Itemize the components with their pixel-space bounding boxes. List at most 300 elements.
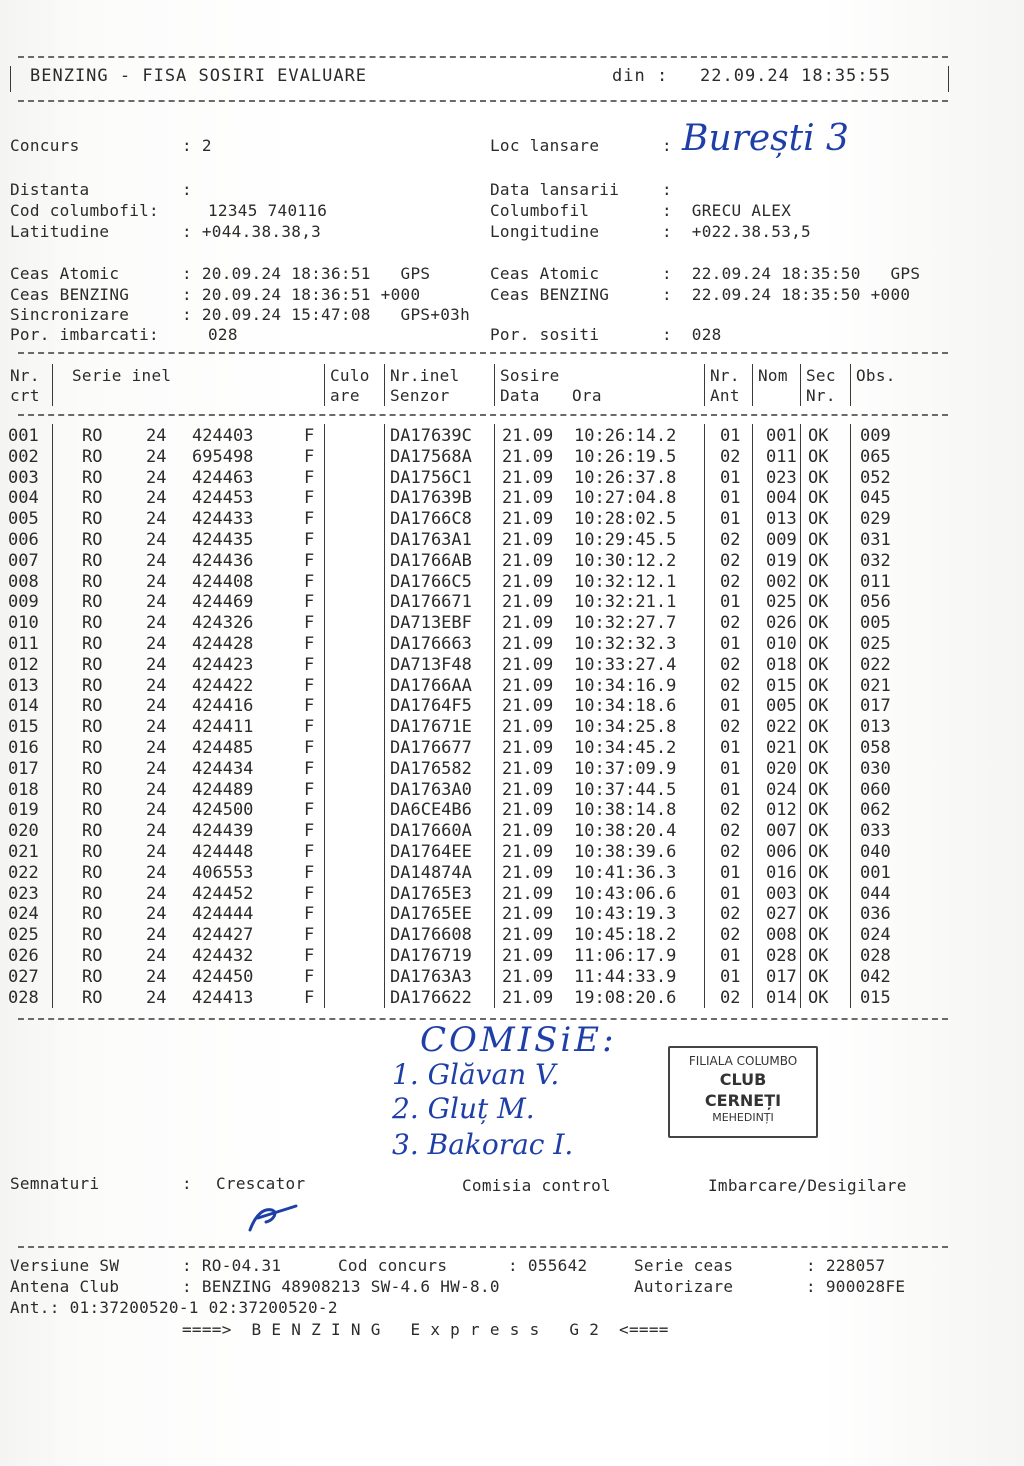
- latitudine-value: : +044.38.38,3: [182, 222, 322, 241]
- longitudine-value: : +022.38.53,5: [662, 222, 811, 241]
- col-nr-inel: Nr.inel: [390, 366, 460, 385]
- row-antenna: 01: [720, 509, 741, 530]
- row-sec-status: OK: [808, 696, 829, 717]
- por-sositi-label: Por. sositi: [490, 325, 600, 344]
- row-ring-number: 424432: [192, 946, 254, 966]
- frame-left: [10, 66, 11, 92]
- por-imbarcati-value: 028: [208, 325, 238, 344]
- row-sex: F: [304, 987, 315, 1008]
- col-separator: [800, 364, 801, 406]
- row-antenna: 02: [720, 675, 741, 696]
- row-sex: F: [304, 696, 315, 717]
- col-separator: [494, 424, 495, 1008]
- row-nom: 025: [766, 592, 797, 613]
- row-sensor-id: DA17660A: [390, 821, 472, 842]
- row-obs: 031: [860, 530, 891, 550]
- row-country: RO: [82, 530, 103, 550]
- col-separator: [850, 364, 851, 406]
- comisie-member-1: 1. Glăvan V.: [392, 1058, 560, 1091]
- row-arrival-date: 21.09: [502, 571, 554, 592]
- serie-ceas-value: : 228057: [806, 1256, 886, 1275]
- row-arrival-date: 21.09: [502, 426, 554, 446]
- sincronizare-label: Sincronizare: [10, 305, 130, 324]
- row-obs: 001: [860, 862, 891, 883]
- row-nom: 005: [766, 696, 797, 717]
- col-separator: [52, 424, 53, 1008]
- row-nom: 022: [766, 717, 797, 738]
- row-sec-status: OK: [808, 717, 829, 738]
- row-obs: 058: [860, 738, 891, 758]
- row-sensor-id: DA1763A1: [390, 530, 472, 550]
- row-nr: 007: [8, 550, 39, 571]
- antena-club-label: Antena Club: [10, 1277, 120, 1296]
- autorizare-label: Autorizare: [634, 1277, 734, 1296]
- row-arrival-date: 21.09: [502, 966, 554, 987]
- row-nr: 004: [8, 488, 39, 509]
- row-antenna: 01: [720, 426, 741, 446]
- row-ring-number: 424403: [192, 426, 254, 446]
- versiune-sw-label: Versiune SW: [10, 1256, 120, 1275]
- row-sec-status: OK: [808, 446, 829, 467]
- row-country: RO: [82, 779, 103, 800]
- row-antenna: 01: [720, 467, 741, 488]
- col-separator: [52, 364, 53, 406]
- row-nom: 006: [766, 842, 797, 862]
- row-nom: 017: [766, 966, 797, 987]
- row-sensor-id: DA1763A3: [390, 966, 472, 987]
- row-nom: 004: [766, 488, 797, 509]
- row-nr: 019: [8, 800, 39, 821]
- row-antenna: 01: [720, 696, 741, 717]
- row-ring-number: 406553: [192, 862, 254, 883]
- row-arrival-time: 10:38:39.6: [574, 842, 677, 862]
- row-sex: F: [304, 800, 315, 821]
- divider: [18, 100, 948, 102]
- versiune-sw-value: : RO-04.31: [182, 1256, 282, 1275]
- row-sensor-id: DA17639B: [390, 488, 472, 509]
- row-nom: 021: [766, 738, 797, 758]
- row-nr: 011: [8, 634, 39, 654]
- row-year: 24: [146, 675, 167, 696]
- row-obs: 029: [860, 509, 891, 530]
- row-sex: F: [304, 467, 315, 488]
- col-separator: [384, 364, 385, 406]
- row-year: 24: [146, 488, 167, 509]
- row-arrival-date: 21.09: [502, 800, 554, 821]
- row-ring-number: 695498: [192, 446, 254, 467]
- row-sex: F: [304, 717, 315, 738]
- row-arrival-date: 21.09: [502, 842, 554, 862]
- row-ring-number: 424448: [192, 842, 254, 862]
- row-antenna: 01: [720, 946, 741, 966]
- columbofil-label: Columbofil: [490, 201, 590, 220]
- row-ring-number: 424422: [192, 675, 254, 696]
- row-obs: 044: [860, 883, 891, 904]
- row-ring-number: 424427: [192, 925, 254, 946]
- row-country: RO: [82, 758, 103, 779]
- row-sex: F: [304, 883, 315, 904]
- row-sensor-id: DA1766AB: [390, 550, 472, 571]
- ceas-atomic-2-value: : 22.09.24 18:35:50 GPS: [662, 264, 921, 283]
- row-arrival-date: 21.09: [502, 738, 554, 758]
- row-antenna: 01: [720, 779, 741, 800]
- row-nr: 024: [8, 904, 39, 925]
- row-year: 24: [146, 883, 167, 904]
- row-year: 24: [146, 925, 167, 946]
- row-sensor-id: DA1766AA: [390, 675, 472, 696]
- divider: [18, 414, 948, 416]
- row-nom: 023: [766, 467, 797, 488]
- row-arrival-date: 21.09: [502, 987, 554, 1008]
- row-ring-number: 424408: [192, 571, 254, 592]
- distanta-value: :: [182, 180, 192, 199]
- row-year: 24: [146, 467, 167, 488]
- row-sensor-id: DA14874A: [390, 862, 472, 883]
- row-country: RO: [82, 966, 103, 987]
- row-year: 24: [146, 779, 167, 800]
- row-country: RO: [82, 696, 103, 717]
- row-arrival-date: 21.09: [502, 592, 554, 613]
- row-nr: 012: [8, 654, 39, 675]
- por-sositi-value: : 028: [662, 325, 722, 344]
- row-obs: 021: [860, 675, 891, 696]
- row-year: 24: [146, 966, 167, 987]
- row-country: RO: [82, 904, 103, 925]
- row-antenna: 02: [720, 717, 741, 738]
- row-arrival-date: 21.09: [502, 904, 554, 925]
- row-ring-number: 424423: [192, 654, 254, 675]
- row-arrival-time: 10:34:16.9: [574, 675, 677, 696]
- row-nom: 028: [766, 946, 797, 966]
- row-arrival-time: 11:06:17.9: [574, 946, 677, 966]
- row-antenna: 01: [720, 862, 741, 883]
- row-obs: 052: [860, 467, 891, 488]
- row-arrival-date: 21.09: [502, 717, 554, 738]
- ceas-benzing-2-label: Ceas BENZING: [490, 285, 610, 304]
- row-antenna: 01: [720, 634, 741, 654]
- row-nr: 023: [8, 883, 39, 904]
- row-country: RO: [82, 592, 103, 613]
- row-arrival-date: 21.09: [502, 862, 554, 883]
- row-sensor-id: DA1763A0: [390, 779, 472, 800]
- row-sec-status: OK: [808, 925, 829, 946]
- date-label: din :: [612, 66, 669, 86]
- row-ring-number: 424439: [192, 821, 254, 842]
- antena-club-value: : BENZING 48908213 SW-4.6 HW-8.0: [182, 1277, 500, 1296]
- row-country: RO: [82, 821, 103, 842]
- row-ring-number: 424411: [192, 717, 254, 738]
- row-arrival-time: 10:37:09.9: [574, 758, 677, 779]
- ceas-atomic-label: Ceas Atomic: [10, 264, 120, 283]
- row-country: RO: [82, 571, 103, 592]
- row-sec-status: OK: [808, 571, 829, 592]
- row-nr: 010: [8, 613, 39, 634]
- stamp-line-3: CERNEȚI: [704, 1091, 782, 1110]
- row-sex: F: [304, 675, 315, 696]
- row-country: RO: [82, 634, 103, 654]
- row-ring-number: 424434: [192, 758, 254, 779]
- columbofil-value: : GRECU ALEX: [662, 201, 792, 220]
- row-nom: 009: [766, 530, 797, 550]
- col-separator: [384, 424, 385, 1008]
- row-year: 24: [146, 800, 167, 821]
- row-year: 24: [146, 696, 167, 717]
- row-sensor-id: DA176608: [390, 925, 472, 946]
- col-culoare-2: are: [330, 386, 360, 405]
- row-nom: 018: [766, 654, 797, 675]
- col-nom: Nom: [758, 366, 788, 385]
- row-ring-number: 424453: [192, 488, 254, 509]
- row-arrival-date: 21.09: [502, 509, 554, 530]
- club-stamp: [668, 1046, 818, 1138]
- row-arrival-date: 21.09: [502, 467, 554, 488]
- row-arrival-date: 21.09: [502, 488, 554, 509]
- row-sex: F: [304, 550, 315, 571]
- row-antenna: 01: [720, 738, 741, 758]
- autorizare-value: : 900028FE: [806, 1277, 906, 1296]
- latitudine-label: Latitudine: [10, 222, 110, 241]
- row-nr: 020: [8, 821, 39, 842]
- loc-lansare-handwritten: Burești 3: [682, 118, 849, 159]
- row-sec-status: OK: [808, 467, 829, 488]
- row-ring-number: 424452: [192, 883, 254, 904]
- divider: [18, 56, 948, 58]
- crescator-signature: [244, 1200, 300, 1236]
- row-nom: 007: [766, 821, 797, 842]
- row-nom: 014: [766, 987, 797, 1008]
- row-sensor-id: DA17671E: [390, 717, 472, 738]
- row-obs: 022: [860, 654, 891, 675]
- col-ora: Ora: [572, 386, 602, 405]
- row-sec-status: OK: [808, 946, 829, 966]
- row-sec-status: OK: [808, 592, 829, 613]
- row-nr: 002: [8, 446, 39, 467]
- row-nom: 013: [766, 509, 797, 530]
- row-nr: 028: [8, 987, 39, 1008]
- row-arrival-time: 10:38:14.8: [574, 800, 677, 821]
- row-arrival-time: 10:29:45.5: [574, 530, 677, 550]
- row-ring-number: 424463: [192, 467, 254, 488]
- row-nr: 009: [8, 592, 39, 613]
- row-nr: 025: [8, 925, 39, 946]
- row-sex: F: [304, 446, 315, 467]
- row-sec-status: OK: [808, 883, 829, 904]
- row-country: RO: [82, 925, 103, 946]
- row-antenna: 02: [720, 987, 741, 1008]
- row-sec-status: OK: [808, 800, 829, 821]
- frame-right: [948, 66, 949, 92]
- col-ant: Ant: [710, 386, 740, 405]
- row-antenna: 02: [720, 550, 741, 571]
- row-year: 24: [146, 946, 167, 966]
- row-country: RO: [82, 738, 103, 758]
- row-year: 24: [146, 904, 167, 925]
- row-antenna: 02: [720, 571, 741, 592]
- row-obs: 025: [860, 634, 891, 654]
- row-sec-status: OK: [808, 779, 829, 800]
- row-sex: F: [304, 426, 315, 446]
- row-country: RO: [82, 862, 103, 883]
- row-nom: 016: [766, 862, 797, 883]
- row-country: RO: [82, 654, 103, 675]
- row-arrival-date: 21.09: [502, 550, 554, 571]
- row-obs: 033: [860, 821, 891, 842]
- row-sec-status: OK: [808, 758, 829, 779]
- row-sec-status: OK: [808, 613, 829, 634]
- row-arrival-date: 21.09: [502, 675, 554, 696]
- col-separator: [704, 424, 705, 1008]
- row-nom: 010: [766, 634, 797, 654]
- row-year: 24: [146, 634, 167, 654]
- row-obs: 040: [860, 842, 891, 862]
- row-sex: F: [304, 842, 315, 862]
- row-sex: F: [304, 821, 315, 842]
- row-year: 24: [146, 821, 167, 842]
- row-arrival-time: 10:34:18.6: [574, 696, 677, 717]
- row-arrival-date: 21.09: [502, 925, 554, 946]
- row-nr: 008: [8, 571, 39, 592]
- row-sensor-id: DA176671: [390, 592, 472, 613]
- col-sosire: Sosire: [500, 366, 560, 385]
- row-nom: 019: [766, 550, 797, 571]
- ant-line: Ant.: 01:37200520-1 02:37200520-2: [10, 1298, 338, 1317]
- row-sensor-id: DA17639C: [390, 426, 472, 446]
- row-nr: 013: [8, 675, 39, 696]
- row-year: 24: [146, 654, 167, 675]
- row-country: RO: [82, 946, 103, 966]
- row-sex: F: [304, 946, 315, 966]
- row-sensor-id: DA176719: [390, 946, 472, 966]
- row-sex: F: [304, 488, 315, 509]
- row-country: RO: [82, 717, 103, 738]
- row-country: RO: [82, 987, 103, 1008]
- row-sec-status: OK: [808, 654, 829, 675]
- row-sensor-id: DA1764F5: [390, 696, 472, 717]
- row-sex: F: [304, 779, 315, 800]
- row-year: 24: [146, 530, 167, 550]
- serie-ceas-label: Serie ceas: [634, 1256, 734, 1275]
- row-antenna: 01: [720, 966, 741, 987]
- row-nr: 006: [8, 530, 39, 550]
- col-nr-ant: Nr.: [710, 366, 740, 385]
- row-ring-number: 424450: [192, 966, 254, 987]
- longitudine-label: Longitudine: [490, 222, 600, 241]
- row-ring-number: 424485: [192, 738, 254, 758]
- concurs-label: Concurs: [10, 136, 80, 155]
- row-sex: F: [304, 613, 315, 634]
- semnaturi-label: Semnaturi: [10, 1174, 100, 1193]
- row-arrival-date: 21.09: [502, 530, 554, 550]
- row-antenna: 01: [720, 883, 741, 904]
- row-arrival-date: 21.09: [502, 613, 554, 634]
- row-sensor-id: DA176582: [390, 758, 472, 779]
- ceas-benzing-label: Ceas BENZING: [10, 285, 130, 304]
- row-antenna: 02: [720, 530, 741, 550]
- cod-columbofil-value: 12345 740116: [208, 201, 328, 220]
- col-separator: [800, 424, 801, 1008]
- row-sex: F: [304, 758, 315, 779]
- row-nr: 022: [8, 862, 39, 883]
- divider: [18, 1246, 948, 1248]
- document-title: BENZING - FISA SOSIRI EVALUARE: [30, 66, 368, 86]
- row-sec-status: OK: [808, 426, 829, 446]
- col-nr: Nr.: [10, 366, 40, 385]
- row-sensor-id: DA6CE4B6: [390, 800, 472, 821]
- ceas-benzing-2-value: : 22.09.24 18:35:50 +000: [662, 285, 911, 304]
- row-arrival-date: 21.09: [502, 696, 554, 717]
- row-sec-status: OK: [808, 987, 829, 1008]
- crescator-label: Crescator: [216, 1174, 306, 1193]
- ceas-benzing-value: : 20.09.24 18:36:51 +000: [182, 285, 421, 304]
- row-ring-number: 424500: [192, 800, 254, 821]
- row-antenna: 02: [720, 842, 741, 862]
- row-country: RO: [82, 446, 103, 467]
- row-sec-status: OK: [808, 488, 829, 509]
- divider: [18, 352, 948, 354]
- row-sex: F: [304, 654, 315, 675]
- row-obs: 013: [860, 717, 891, 738]
- row-arrival-time: 10:41:36.3: [574, 862, 677, 883]
- row-arrival-date: 21.09: [502, 446, 554, 467]
- row-nom: 008: [766, 925, 797, 946]
- row-country: RO: [82, 675, 103, 696]
- row-antenna: 01: [720, 592, 741, 613]
- col-separator: [494, 364, 495, 406]
- row-sensor-id: DA713EBF: [390, 613, 472, 634]
- comisie-member-3: 3. Bakorac I.: [392, 1128, 574, 1161]
- row-nom: 027: [766, 904, 797, 925]
- row-arrival-time: 10:38:20.4: [574, 821, 677, 842]
- row-nr: 014: [8, 696, 39, 717]
- row-country: RO: [82, 550, 103, 571]
- row-obs: 042: [860, 966, 891, 987]
- row-arrival-time: 10:27:04.8: [574, 488, 677, 509]
- row-ring-number: 424428: [192, 634, 254, 654]
- row-year: 24: [146, 613, 167, 634]
- row-arrival-time: 10:33:27.4: [574, 654, 677, 675]
- row-sec-status: OK: [808, 675, 829, 696]
- row-obs: 065: [860, 446, 891, 467]
- imbarcare-label: Imbarcare/Desigilare: [708, 1176, 907, 1195]
- cod-concurs-label: Cod concurs: [338, 1256, 448, 1275]
- row-arrival-time: 10:34:45.2: [574, 738, 677, 758]
- row-ring-number: 424413: [192, 987, 254, 1008]
- row-arrival-date: 21.09: [502, 821, 554, 842]
- row-arrival-date: 21.09: [502, 758, 554, 779]
- row-antenna: 02: [720, 904, 741, 925]
- row-nom: 020: [766, 758, 797, 779]
- stamp-line-4: MEHEDINȚI: [712, 1111, 774, 1124]
- row-antenna: 02: [720, 821, 741, 842]
- row-arrival-date: 21.09: [502, 946, 554, 966]
- row-nom: 015: [766, 675, 797, 696]
- comisia-control-label: Comisia control: [462, 1176, 611, 1195]
- row-arrival-date: 21.09: [502, 779, 554, 800]
- row-obs: 011: [860, 571, 891, 592]
- row-year: 24: [146, 862, 167, 883]
- row-sensor-id: DA1765EE: [390, 904, 472, 925]
- row-sensor-id: DA1756C1: [390, 467, 472, 488]
- data-lansarii-value: :: [662, 180, 672, 199]
- row-sec-status: OK: [808, 821, 829, 842]
- row-sex: F: [304, 592, 315, 613]
- por-imbarcati-label: Por. imbarcati:: [10, 325, 159, 344]
- row-obs: 036: [860, 904, 891, 925]
- row-sensor-id: DA713F48: [390, 654, 472, 675]
- row-sex: F: [304, 738, 315, 758]
- row-year: 24: [146, 446, 167, 467]
- row-sensor-id: DA1766C5: [390, 571, 472, 592]
